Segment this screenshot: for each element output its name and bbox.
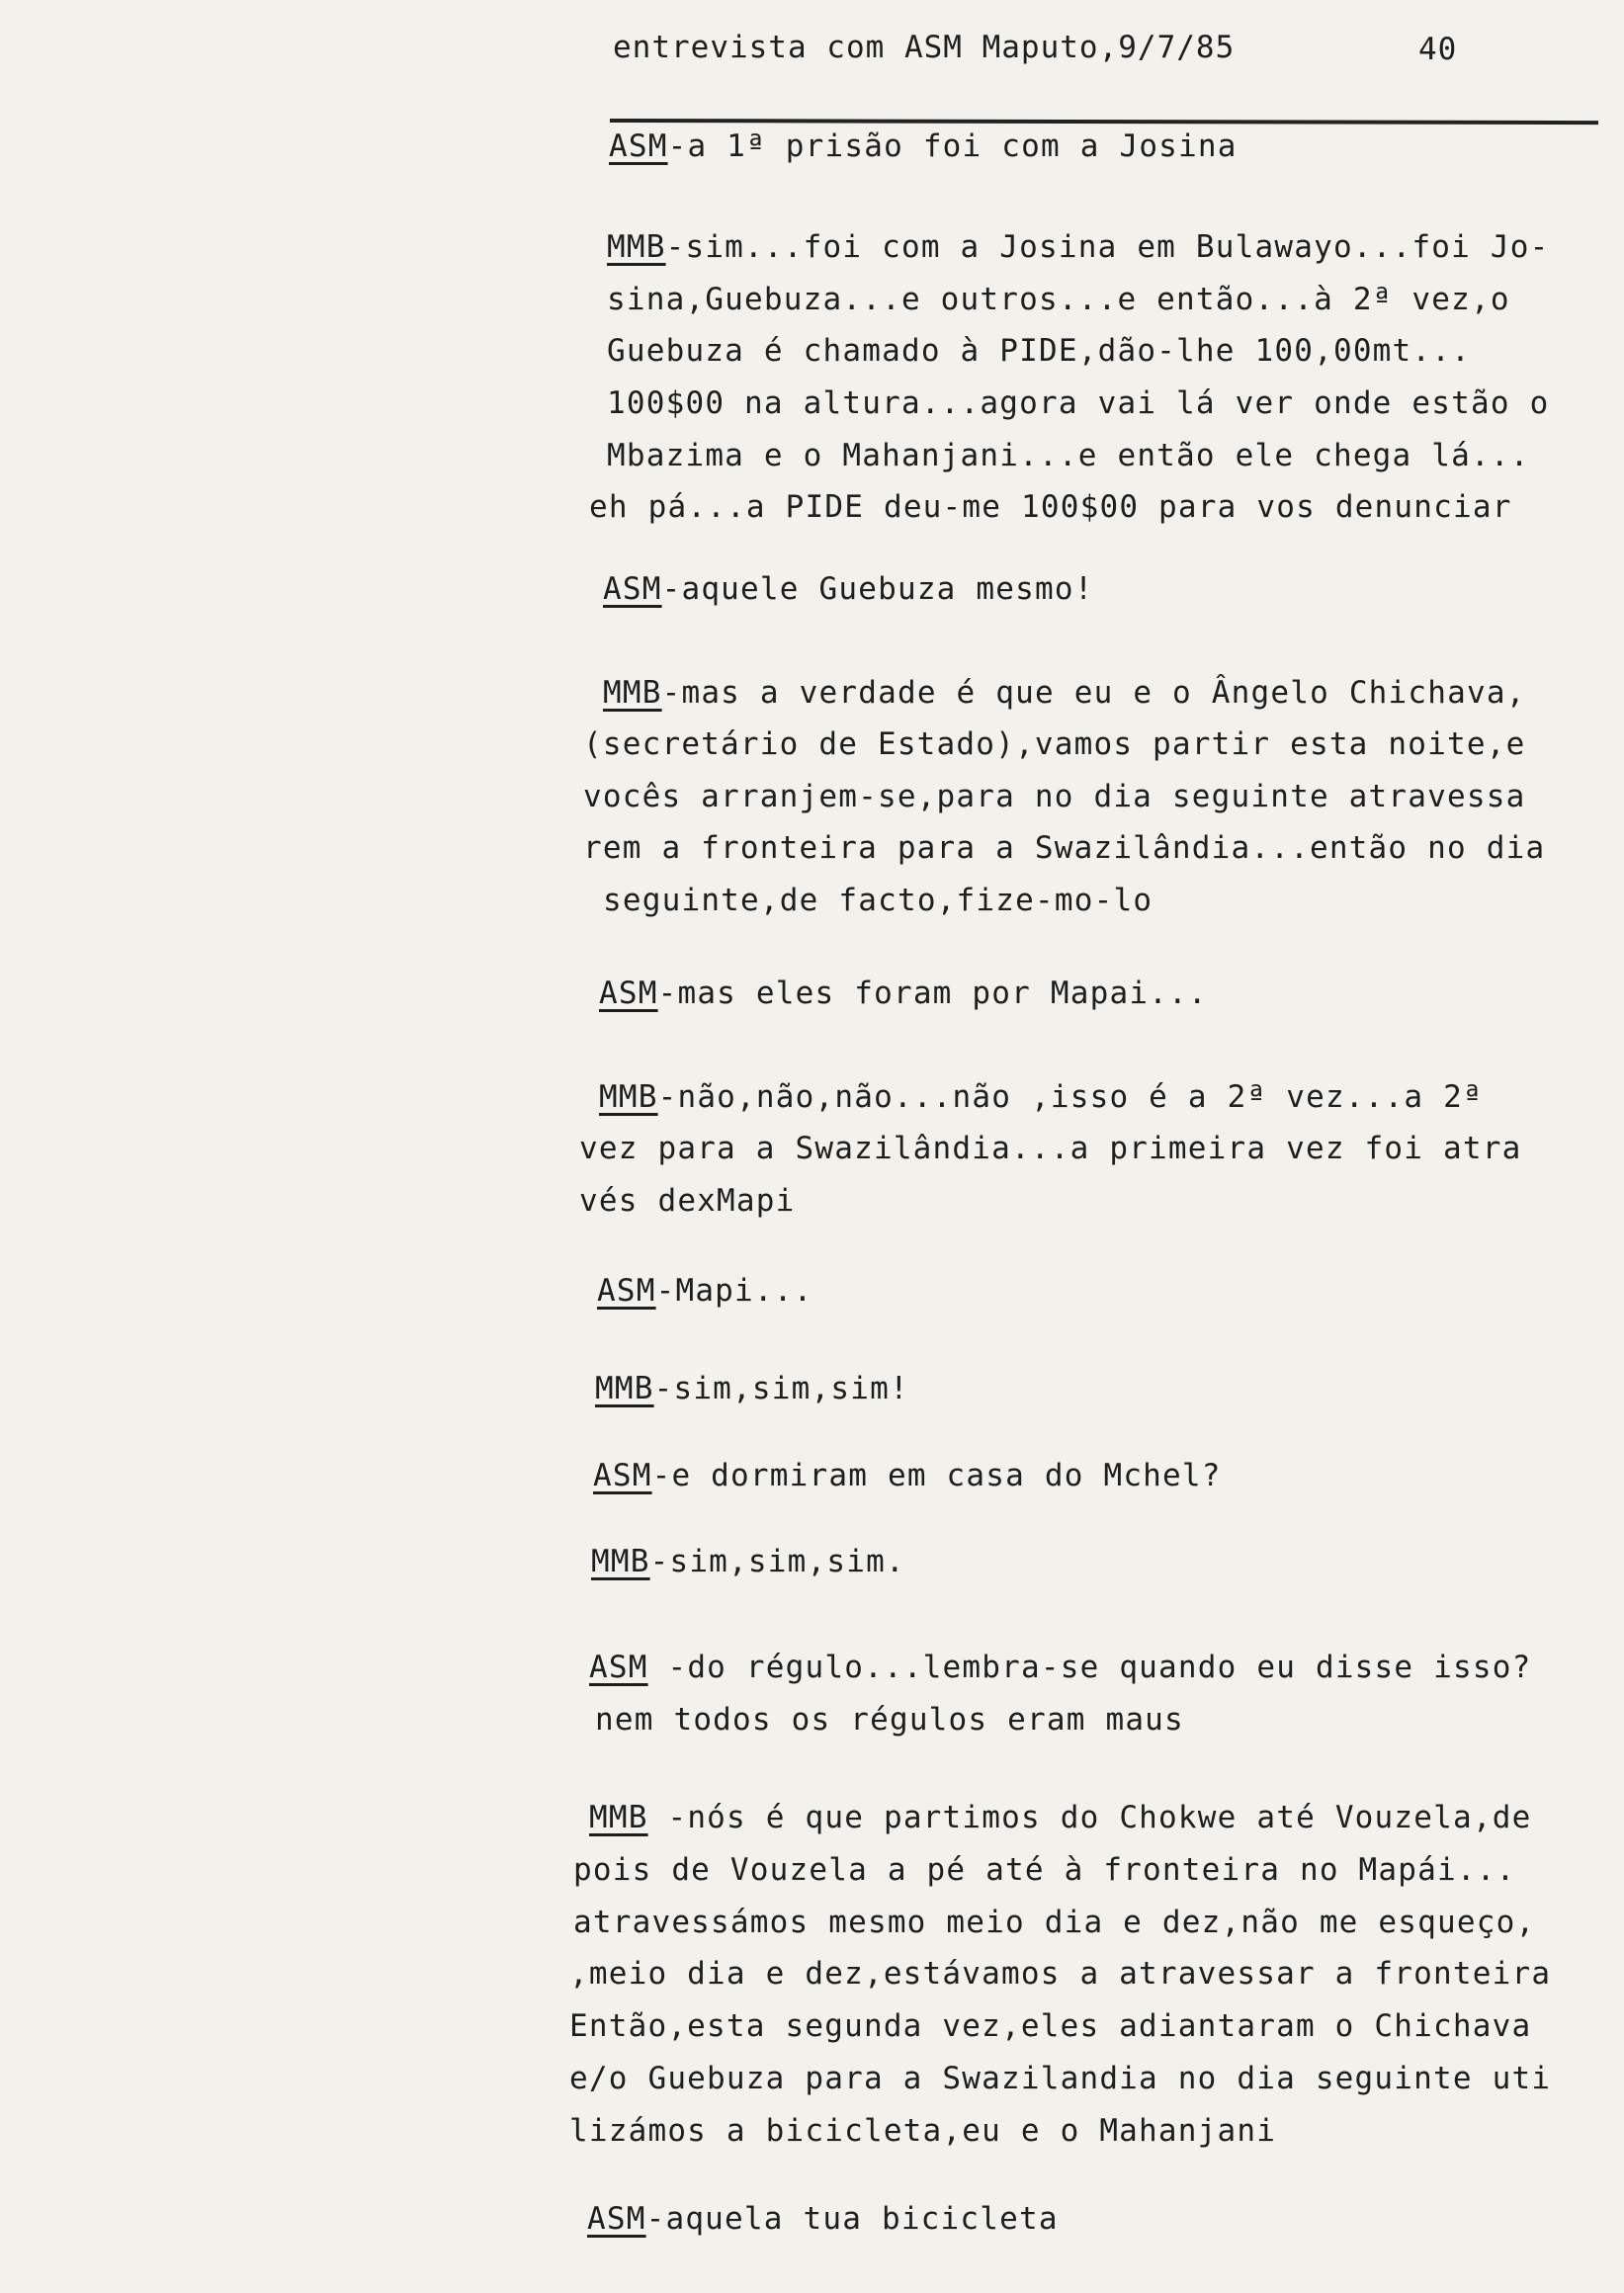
transcript-line <box>607 331 1471 371</box>
speaker-label: ASM <box>603 571 662 607</box>
line-text: -sim,sim,sim! <box>653 1371 909 1406</box>
speaker-label: ASM <box>609 128 668 164</box>
speaker-label: ASM <box>599 976 658 1011</box>
transcript-line <box>595 1369 909 1408</box>
transcript-line <box>593 1456 1222 1495</box>
transcript-line <box>589 487 1512 527</box>
line-text: vocês arranjem-se,para no dia seguinte atravessa <box>583 779 1526 814</box>
transcript-line <box>569 2111 1276 2151</box>
speaker-label: MMB <box>589 1800 648 1835</box>
transcript-line <box>595 1700 1184 1740</box>
transcript-line <box>599 974 1208 1013</box>
line-text: -aquele Guebuza mesmo! <box>661 571 1094 607</box>
transcript-line <box>583 777 1525 816</box>
transcript-line <box>589 1798 1531 1837</box>
line-text: Mbazima e o Mahanjani...e então ele chega lá... <box>607 438 1530 473</box>
transcript-line <box>583 828 1545 868</box>
line-text: -a 1ª prisão foi com a Josina <box>667 128 1238 164</box>
line-text: atravessámos mesmo meio dia e dez,não me esqueço, <box>573 1905 1536 1940</box>
line-text: 100$00 na altura...agora vai lá ver onde estão o <box>607 385 1550 421</box>
line-text: e/o Guebuza para a Swazilandia no dia seguinte uti <box>569 2061 1552 2096</box>
transcript-line <box>569 1954 1551 1994</box>
page-header <box>613 30 1463 89</box>
transcript-line <box>607 227 1549 267</box>
line-text: -Mapi... <box>655 1273 813 1309</box>
transcript-line <box>573 1850 1515 1890</box>
line-text: eh pá...a PIDE deu-me 100$00 para vos denunciar <box>589 489 1512 525</box>
transcript-line <box>579 1181 796 1221</box>
line-text: rem a fronteira para a Swazilândia...então no dia <box>583 830 1546 866</box>
line-text: -sim...foi com a Josina em Bulawayo...foi Jo- <box>665 229 1550 265</box>
line-text: vez para a Swazilândia...a primeira vez foi atra <box>579 1131 1522 1166</box>
transcript-line <box>603 569 1094 609</box>
transcript-line <box>591 1542 905 1581</box>
transcript-line <box>607 280 1510 319</box>
speaker-label: ASM <box>589 1650 648 1685</box>
transcript-line <box>569 2059 1551 2098</box>
transcript-line <box>609 127 1238 166</box>
line-text: sina,Guebuza...e outros...e então...à 2ª vez,o <box>607 282 1510 317</box>
transcript-line <box>589 1648 1531 1687</box>
transcript-line <box>569 2006 1531 2046</box>
line-text: vés dexMapi <box>579 1183 796 1219</box>
speaker-label: ASM <box>587 2201 646 2237</box>
header-rule <box>610 119 1598 125</box>
line-text: -nós é que partimos do Chokwe até Vouzela,de <box>647 1800 1532 1835</box>
line-text: Guebuza é chamado à PIDE,dão-lhe 100,00mt... <box>607 333 1471 369</box>
transcript-line <box>597 1271 813 1311</box>
transcript-line <box>583 724 1525 764</box>
line-text: -mas a verdade é que eu e o Ângelo Chichava, <box>661 675 1526 711</box>
line-text: lizámos a bicicleta,eu e o Mahanjani <box>569 2113 1277 2149</box>
document-title: entrevista com ASM Maputo,9/7/85 <box>613 30 1236 65</box>
speaker-label: MMB <box>607 229 666 265</box>
transcript-line <box>603 881 1153 920</box>
line-text: seguinte,de facto,fize-mo-lo <box>603 883 1154 918</box>
line-text: (secretário de Estado),vamos partir esta noite,e <box>583 726 1526 762</box>
transcript-line <box>607 436 1530 475</box>
speaker-label: MMB <box>595 1371 654 1406</box>
line-text: Então,esta segunda vez,eles adiantaram o Chichava <box>569 2008 1532 2044</box>
line-text: ,meio dia e dez,estávamos a atravessar a fronteira <box>569 1956 1552 1992</box>
line-text: -não,não,não...não ,isso é a 2ª vez...a 2ª <box>657 1079 1483 1115</box>
line-text: -sim,sim,sim. <box>649 1544 905 1579</box>
line-text: -e dormiram em casa do Mchel? <box>651 1458 1222 1493</box>
page-number: 40 <box>1418 32 1458 67</box>
transcript-line <box>607 383 1549 423</box>
speaker-label: MMB <box>591 1544 650 1579</box>
transcript-line <box>599 1077 1483 1117</box>
speaker-label: ASM <box>593 1458 652 1493</box>
speaker-label: MMB <box>599 1079 658 1115</box>
line-text: -do régulo...lembra-se quando eu disse isso? <box>647 1650 1532 1685</box>
speaker-label: MMB <box>603 675 662 711</box>
line-text: nem todos os régulos eram maus <box>595 1702 1184 1738</box>
transcript-line <box>587 2199 1059 2239</box>
speaker-label: ASM <box>597 1273 656 1309</box>
transcript-line <box>579 1129 1521 1168</box>
transcript-line <box>603 673 1526 713</box>
line-text: -mas eles foram por Mapai... <box>657 976 1208 1011</box>
transcript-line <box>573 1903 1535 1942</box>
line-text: pois de Vouzela a pé até à fronteira no Mapái... <box>573 1852 1516 1888</box>
line-text: -aquela tua bicicleta <box>645 2201 1059 2237</box>
